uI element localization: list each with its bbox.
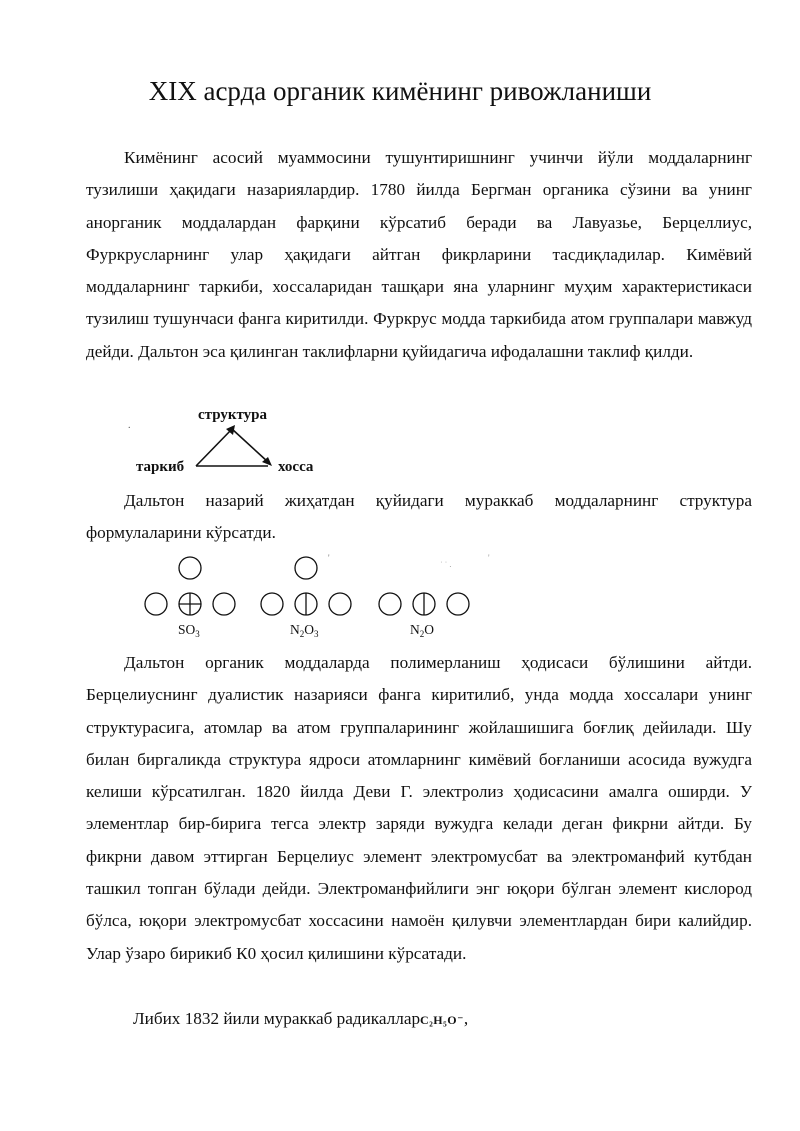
- paragraph-4: [86, 1003, 752, 1036]
- atom-circle: [145, 593, 167, 615]
- diagram-label-property: хосса: [278, 459, 314, 475]
- paragraph-1: Кимёнинг асосий муаммосини тушунтиришнинг учинчи йўли моддаларнинг тузилиши ҳақидаги назариялардир. 1780 йилда Бергман органика сўзини ва унинг анорганик моддалардан фарқини кўрсатиб беради ва Лавуазье, Берцеллиус, Фуркрусларнинг улар ҳақидаги айтган фикрларини тасдиқладилар. Кимёвий моддаларнинг таркиби, хоссаларидан ташқари яна уларнинг муҳим характеристикаси тузилиш тушунчаси фанга киритилди. Фуркрус модда таркибида атом группалари мавжуд дейди. Дальтон эса қилинган таклифларни қуйидагича ифодалашни таклиф қилди.: [86, 148, 752, 361]
- atom-circle: [179, 557, 201, 579]
- diagram-speck: .: [128, 420, 131, 431]
- diagram-label-composition: таркиб: [136, 459, 185, 475]
- molecule-label: $N_2O$: [410, 622, 434, 639]
- diagram-line-right: [232, 429, 268, 462]
- svg-text:': ': [488, 553, 490, 563]
- atom-circle: [261, 593, 283, 615]
- paragraph-2: Дальтон назарий жиҳатдан қуйидаги мураккаб моддаларнинг структура формулаларини кўрсатди.: [86, 491, 752, 543]
- atom-circle: [447, 593, 469, 615]
- molecule-n2o: [379, 553, 490, 639]
- molecule-n2o3: [261, 553, 351, 639]
- molecule-so3: [145, 557, 235, 639]
- molecule-label: $N_2O_3$: [290, 622, 319, 639]
- paragraph-4-end: ,: [463, 1009, 469, 1028]
- page-title: XIX асрда органик кимёнинг ривожланиши: [148, 76, 652, 106]
- paragraph-3: Дальтон органик моддаларда полимерланиш ҳодисаси бўлишини айтди. Берцелиуснинг дуалистик назарияси фанга киритилиб, унда модда хоссалари унинг структурасига, атомлар ва атом группаларининг жойлашишига боғлиқ дейилади. Шу билан биргаликда структура ядроси атомларнинг кимёвий боғланиши асосида вужудга келиши кўрсатилган. 1820 йилда Деви Г. электролиз ҳодисасини амалга оширди. У элементлар бир-бирига тегса электр заряди вужудга келади деган фикрни айтди. Бу фикрни давом эттирган Берцелиус элемент электромусбат ва электроманфий кутбдан ташкил топган бўлади дейди. Электроманфийлиги энг юқори бўлган элемент кислород бўлса, юқори электромусбат хоссасини намоён қилувчи элементлардан бири калийдир. Улар ўзаро бирикиб К0 ҳосил қилишини кўрсатади.: [86, 653, 752, 963]
- paragraph-4-text: Либих 1832 йили мураккаб радикаллар: [133, 1009, 421, 1028]
- svg-text:˙ ˙ .: ˙ ˙ .: [440, 560, 452, 569]
- dalton-molecules: [140, 553, 510, 643]
- atom-circle: [295, 557, 317, 579]
- diagram-label-structure: структура: [198, 407, 268, 423]
- diagram-line-left: [196, 429, 232, 466]
- structure-diagram: [120, 400, 360, 480]
- svg-text:': ': [328, 553, 330, 563]
- radical-formula: C₂H₅O⁻: [420, 1013, 464, 1027]
- atom-circle: [379, 593, 401, 615]
- atom-circle: [329, 593, 351, 615]
- atom-circle: [213, 593, 235, 615]
- molecule-label: $SO_3$: [178, 622, 200, 639]
